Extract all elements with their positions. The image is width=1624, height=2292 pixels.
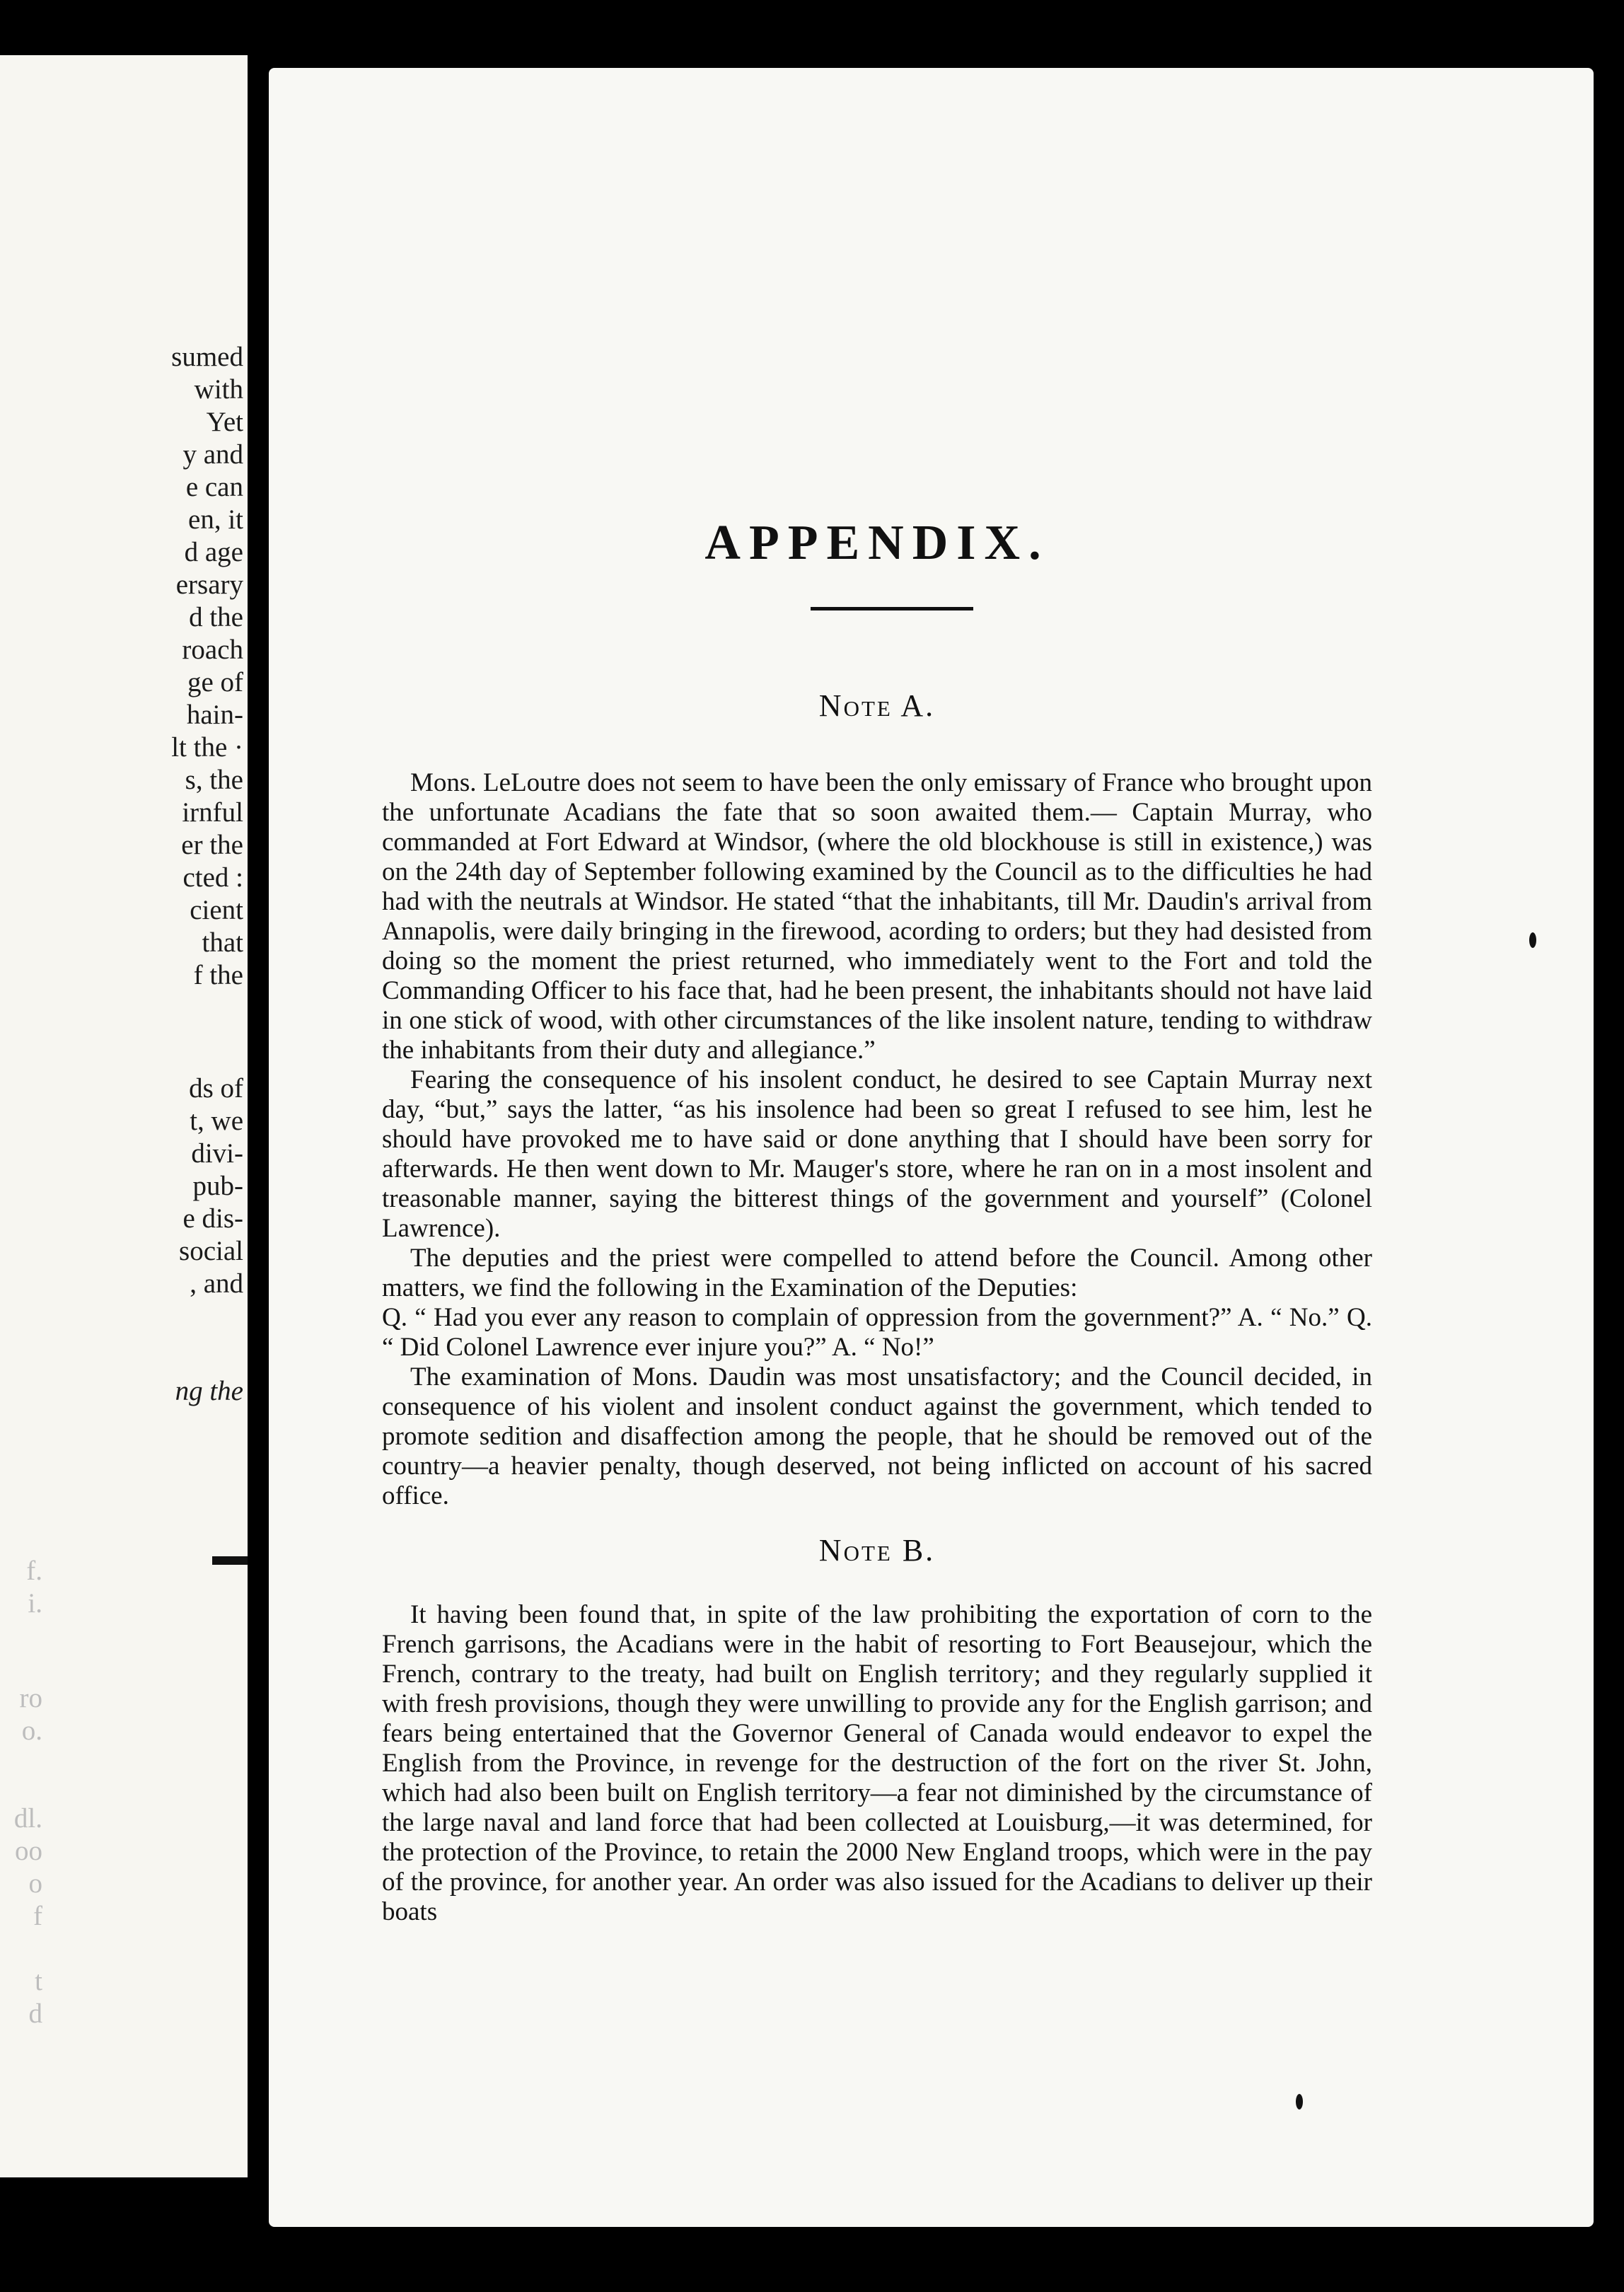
- left-page-fragment: [0, 55, 248, 2177]
- left-text-line: divi-: [191, 1138, 243, 1169]
- left-text-line: en, it: [188, 504, 243, 535]
- left-bleed-text: o: [28, 1868, 42, 1899]
- left-text-line: s, the: [185, 765, 243, 795]
- note-a-paragraph: Mons. LeLoutre does not seem to have been the only emissary of France who brought upon the unfortunate Acadians the fate that so soon awaited them.— Captain Murray, who commanded at Fort Edward at Windsor, (where the old blockhouse is still in existence,) was on the 24th day of September following examined by the Council as to the difficulties he had had with the neutrals at Windsor. He stated “that the inhabitants, till Mr. Daudin's arrival from Annapolis, were daily bringing in the firewood, acording to orders; but they had desisted from doing so the moment the priest returned, who immediately went to the Fort and told the Commanding Officer to his face that, had he been present, the inhabitants should not have laid in one stick of wood, with other circumstances of the like insolent nature, tending to withdraw the inhabitants from their duty and allegiance.”: [382, 768, 1372, 1065]
- scan-speck: [1529, 932, 1536, 948]
- scan-speck: [1296, 2094, 1303, 2109]
- left-text-line: ersary: [175, 569, 243, 600]
- note-a-paragraph: The examination of Mons. Daudin was most unsatisfactory; and the Council decided, in consequence of his violent and insolent conduct against the government, which tended to promote sedition and disaffection among the people, that he should be removed out of the country—a heavier penalty, though deserved, not being inflicted on account of his sacred office.: [382, 1362, 1372, 1510]
- left-bleed-text: f: [33, 1901, 42, 1931]
- left-text-line: social: [179, 1236, 243, 1266]
- note-b-body: [382, 1600, 1372, 1927]
- left-text-line: with: [194, 374, 243, 405]
- left-text-line: ge of: [187, 667, 243, 698]
- left-bleed-text: t: [35, 1966, 42, 1996]
- left-text-line: d age: [184, 537, 243, 567]
- left-text-line: d the: [189, 602, 243, 632]
- left-text-line: Yet: [206, 407, 243, 437]
- title-rule: [811, 607, 973, 610]
- left-text-line: e can: [185, 472, 243, 502]
- left-text-line: hain-: [186, 700, 243, 730]
- left-bleed-text: d: [28, 1998, 42, 2029]
- left-text-line: ds of: [189, 1073, 243, 1104]
- left-text-line: f the: [193, 960, 243, 990]
- note-a-body: [382, 768, 1372, 1511]
- deputies-qa-line: Q. “ Had you ever any reason to complain of oppression from the government?” A. “ No.” Q. “ Did Colonel Lawrence ever injure you?” A. “ No!”: [382, 1303, 1372, 1362]
- note-a-paragraph: The deputies and the priest were compelled to attend before the Council. Among other matters, we find the following in the Examination of the Deputies:: [382, 1244, 1372, 1302]
- left-text-line: , and: [190, 1268, 243, 1299]
- left-text-line: cient: [190, 895, 243, 925]
- page-title: APPENDIX.: [704, 516, 1050, 570]
- left-bleed-text: ro: [19, 1683, 42, 1713]
- left-bleed-text: dl.: [13, 1803, 42, 1834]
- left-text-line: cted :: [182, 862, 243, 893]
- left-bleed-text: f.: [26, 1556, 42, 1586]
- gutter-mark: [212, 1556, 248, 1565]
- note-a-heading: Note A.: [818, 688, 936, 723]
- left-text-line: e dis-: [182, 1203, 243, 1234]
- left-text-line: that: [202, 927, 243, 958]
- note-b-heading: Note B.: [818, 1533, 936, 1568]
- left-bleed-text: oo: [15, 1836, 42, 1866]
- left-text-line: lt the ·: [171, 732, 243, 763]
- left-bleed-text: o.: [21, 1715, 42, 1746]
- left-text-line: t, we: [190, 1106, 243, 1136]
- left-text-line: er the: [181, 830, 243, 860]
- note-a-paragraph: Fearing the consequence of his insolent conduct, he desired to see Captain Murray next day, “but,” says the latter, “as his insolence had been so great I refused to see him, lest he should have provoked me to have said or done anything that I should have been sorry for afterwards. He then went down to Mr. Mauger's store, where he ran on in a most insolent and treasonable manner, saying the bitterest things of the government and yourself” (Colonel Lawrence).: [382, 1065, 1372, 1243]
- left-text-line: y and: [182, 439, 243, 470]
- note-b-paragraph: It having been found that, in spite of the law prohibiting the exportation of corn to the French garrisons, the Acadians were in the habit of resorting to Fort Beausejour, which the French, contrary to the treaty, had built on English territory; and they regularly supplied it with fresh provisions, though they were unwilling to provide any for the English garrison; and fears being entertained that the Governor General of Canada would endeavor to expel the English from the Province, in revenge for the destruction of the fort on the river St. John, which had also been built on English territory—a fear not diminished by the circumstance of the large naval and land force that had been collected at Louisburg,—it was determined, for the protection of the Province, to retain the 2000 New England troops, which were in the pay of the province, for another year. An order was also issued for the Acadians to deliver up their boats: [382, 1600, 1372, 1926]
- left-text-line: sumed: [171, 342, 243, 372]
- left-text-line: ng the: [175, 1376, 243, 1406]
- left-bleed-text: i.: [28, 1588, 42, 1619]
- appendix-page: [269, 68, 1594, 2227]
- left-text-line: roach: [182, 635, 243, 665]
- left-text-line: pub-: [192, 1171, 243, 1201]
- left-text-line: irnful: [182, 797, 243, 828]
